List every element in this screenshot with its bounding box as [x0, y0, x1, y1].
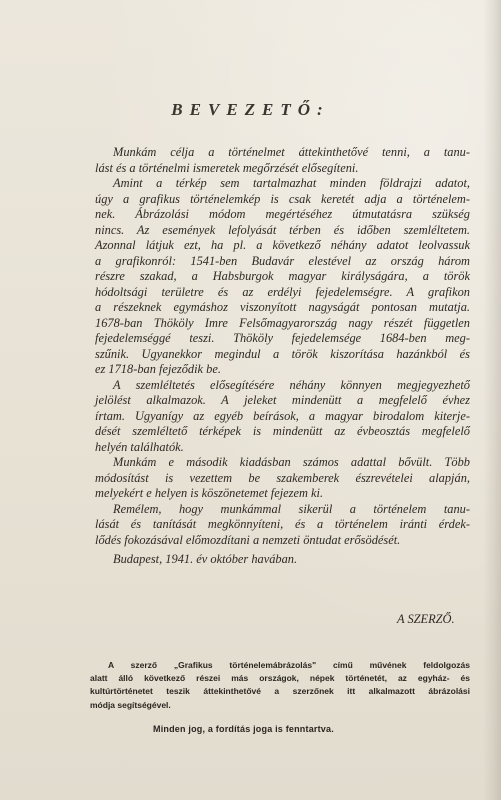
text-line: szűnik. Ugyanekkor megindul a török kiszorítása hazánkból és [95, 346, 470, 361]
paragraph-2 [95, 176, 470, 378]
paragraph-3 [95, 378, 470, 456]
note-line: módja segítségével. [90, 699, 171, 710]
rights-notice: Minden jog, a fordítás joga is fenntartva. [153, 724, 334, 734]
text-line: Budapest, 1941. év október havában. [113, 552, 298, 566]
text-line: A szemléltetés elősegítésére néhány könnyen megjegyezhető [113, 377, 470, 392]
note-line: A szerző „Grafikus történelemábrázolás" című művének feldolgozás [108, 660, 470, 670]
text-line: 1678-ban Thököly Imre Felsőmagyarország nagy részét független [95, 315, 470, 330]
footnote [90, 659, 470, 712]
author-signature: A SZERZŐ. [397, 612, 455, 626]
text-line: hódoltsági területre és az erdélyi fejedelemségre. A grafikon [95, 284, 470, 299]
text-line: részre szakad, a Habsburgok magyar királyságára, a török [95, 269, 470, 283]
text-line: lődés fokozásával előmozdítani a nemzeti öntudat erősödését. [95, 532, 401, 547]
paragraph-1 [95, 145, 470, 176]
text-line: nek. Ábrázolási módom megértéséhez útmutatásra szükség [95, 207, 470, 221]
text-line: a grafikonról: 1541-ben Budavár elestével az ország három [95, 253, 470, 268]
text-line: lását és tanítását megkönnyíteni, és a történelem iránti érdek- [95, 517, 470, 531]
text-line: írtam. Ugyanígy az egyéb beírások, a magyar birodalom kiterje- [95, 408, 470, 423]
page-fold-shadow [483, 0, 501, 800]
text-line: dését szemléltető térképek is mindenütt az évbeosztás megfelelő [95, 424, 470, 438]
paragraph-4 [95, 455, 470, 502]
text-line: fejedelemséggé teszi. Thököly fejedelemsége 1684-ben meg- [95, 331, 470, 345]
text-line: melyekért e helyen is köszönetemet fejezem ki. [95, 486, 324, 500]
text-line: jelölést alkalmazok. A jeleket mindenütt a megfelelő évhez [95, 393, 470, 407]
text-line: módosítást is vezettem be szakemberek észrevételei alapján, [95, 470, 470, 485]
text-line: úgy a grafikus történelemkép is csak keretét adja a történelem- [95, 191, 470, 206]
text-line: Munkám e második kiadásban számos adattal bővült. Több [113, 455, 470, 469]
text-line: Remélem, hogy munkámmal sikerül a történelem tanu- [113, 501, 470, 516]
paragraph-5 [95, 502, 470, 549]
note-line: alatt álló következő részei más országok, népek történetét, az egyház- és [90, 673, 470, 684]
text-line: Amint a térkép sem tartalmazhat minden földrajzi adatot, [113, 176, 470, 190]
text-line: Azonnal látjuk ezt, ha pl. a következő néhány adatot leolvassuk [95, 238, 470, 252]
text-line: a részeknek egymáshoz viszonyított nagyságát pontosan mutatja. [95, 300, 470, 314]
place-date [95, 552, 470, 568]
text-line: helyén találhatók. [95, 439, 184, 454]
text-line: nincs. Az események lefolyását térben és időben szemléltetem. [95, 222, 470, 237]
page-title: BEVEZETŐ: [171, 100, 330, 119]
preface-body [95, 145, 470, 568]
text-line: ez 1718-ban fejeződik be. [95, 362, 221, 376]
text-line: Munkám célja a történelmet áttekinthetővé tenni, a tanu- [113, 145, 470, 159]
text-line: lást és a történelmi ismeretek megőrzését elősegíteni. [95, 160, 359, 175]
note-line: kultúrtörténetet teszik áttekinthetővé a szerzőnek itt alkalmazott ábrázolási [90, 686, 470, 697]
